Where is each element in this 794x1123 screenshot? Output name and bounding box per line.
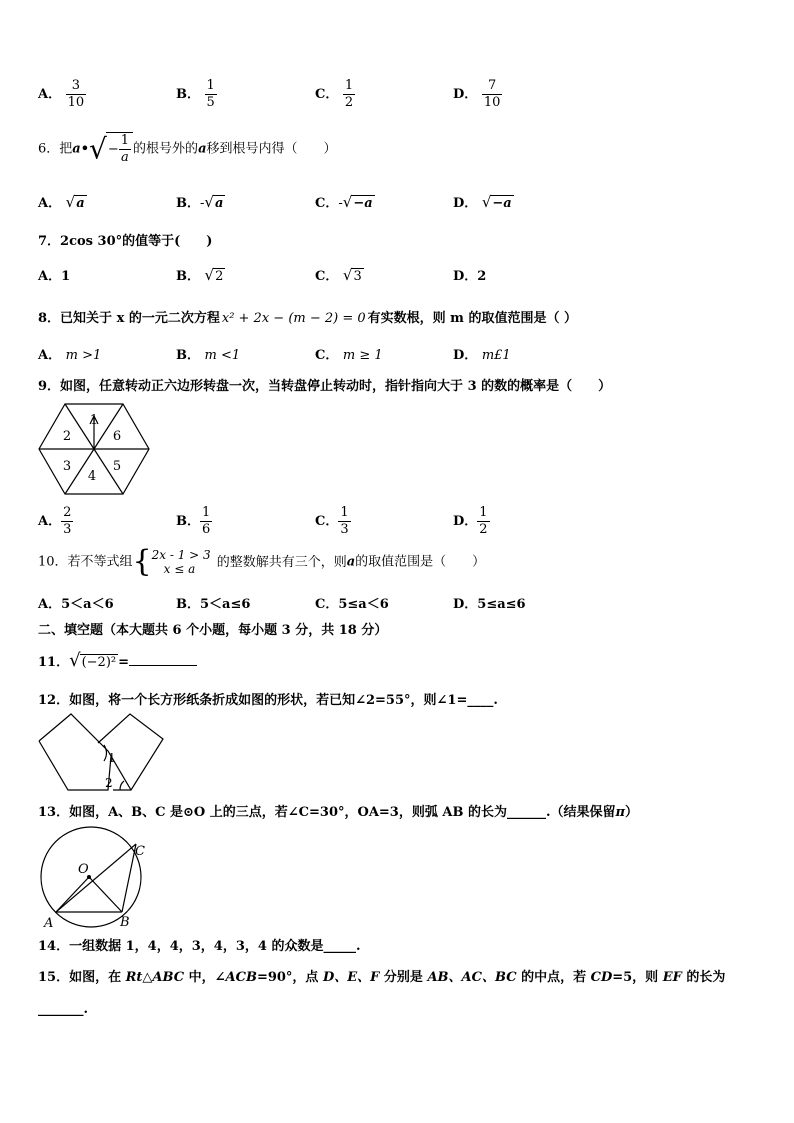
inequality-system: 2x - 1 > 3 x ≤ a xyxy=(151,548,211,576)
angle-2-arc xyxy=(120,781,124,790)
q8-option-b[interactable]: B． m <1 xyxy=(176,348,241,363)
point-label-c: C xyxy=(135,844,145,859)
q11-stem: 11．√(−2)² = xyxy=(38,650,197,671)
fraction: $\frac{1}{5}$ xyxy=(206,78,215,110)
radical-sign: √ xyxy=(69,650,81,671)
q9-option-c[interactable]: C． $\frac{1}{3}$ xyxy=(315,505,349,537)
sector-label: 2 xyxy=(62,429,72,444)
point-label-o: O xyxy=(78,862,89,877)
q9-option-b[interactable]: B． $\frac{1}{6}$ xyxy=(176,505,211,537)
q5-option-b[interactable]: B． $\frac{1}{5}$ xyxy=(176,78,215,110)
hexagon-spinner-figure xyxy=(36,400,152,498)
q6-option-b[interactable]: B．-√a xyxy=(176,193,224,211)
q6-option-a[interactable]: A． √a xyxy=(38,193,85,211)
q7-option-a[interactable]: A．1 xyxy=(38,269,71,284)
q9-option-a[interactable]: A． $\frac{2}{3}$ xyxy=(38,505,72,537)
q8-stem: 8．已知关于 x 的一元二次方程 x² + 2x − (m − 2) = 0 有实数根，则 m 的取值范围是（ ） xyxy=(38,311,577,326)
q7-stem: 7．2cos 30°的值等于( ) xyxy=(38,234,213,249)
fraction: $\frac{1}{2}$ xyxy=(344,78,354,110)
q15-stem: 15．如图，在 Rt△ABC 中，∠ACB=90°，点 D、E、F 分别是 AB、AC、BC 的中点，若 CD=5，则 EF 的长为 xyxy=(38,970,726,985)
q5-option-c[interactable]: C． $\frac{1}{2}$ xyxy=(315,78,354,110)
q10-option-d[interactable]: D．5≤a≤6 xyxy=(453,597,526,612)
q6-option-c[interactable]: C．-√−a xyxy=(315,193,373,211)
q7-option-b[interactable]: B． √2 xyxy=(176,266,224,284)
folded-strip-figure xyxy=(36,711,166,793)
radicand: (−2)² xyxy=(81,655,117,670)
sector-label: 3 xyxy=(62,459,72,474)
q8-equation: x² + 2x − (m − 2) = 0 xyxy=(221,311,366,326)
sector-label: 1 xyxy=(89,413,99,428)
q8-option-d[interactable]: D． m£1 xyxy=(453,348,511,363)
angle-2-label: 2 xyxy=(105,776,113,790)
q13-stem: 13．如图，A、B、C 是⊙O 上的三点，若∠C=30°，OA=3，则弧 AB 的长为______.（结果保留π） xyxy=(38,805,639,820)
radical-sign: √ xyxy=(89,132,107,166)
q10-stem: 10．若不等式组{ 2x - 1 > 3 x ≤ a 的整数解共有三个，则a的取值范围是（ ） xyxy=(38,544,486,579)
q6-option-d[interactable]: D． √−a xyxy=(453,193,512,211)
q5-option-d[interactable]: D． $\frac{7}{10}$ xyxy=(453,78,501,110)
radicand: − $\frac{1}{a}$ xyxy=(106,132,133,166)
fraction: $\frac{3}{10}$ xyxy=(67,78,85,110)
q14-stem: 14．一组数据 1，4，4，3，4，3，4 的众数是_____. xyxy=(38,939,361,954)
q10-option-b[interactable]: B．5＜a≤6 xyxy=(176,597,251,612)
angle-1-label: 1 xyxy=(108,751,116,765)
q9-option-d[interactable]: D． $\frac{1}{2}$ xyxy=(453,505,488,537)
q8-option-a[interactable]: A． m >1 xyxy=(38,348,102,363)
sector-label: 5 xyxy=(112,459,122,474)
q15-answer-blank[interactable]: _______. xyxy=(38,1002,89,1017)
q10-option-a[interactable]: A．5＜a＜6 xyxy=(38,597,114,612)
q9-stem: 9．如图，任意转动正六边形转盘一次，当转盘停止转动时，指针指向大于 3 的数的概率是（ ） xyxy=(38,379,612,394)
point-label-a: A xyxy=(44,916,54,931)
q7-option-d[interactable]: D．2 xyxy=(453,269,487,284)
sector-label: 4 xyxy=(87,469,97,484)
answer-blank[interactable] xyxy=(129,665,197,666)
sector-label: 6 xyxy=(112,429,122,444)
q10-option-c[interactable]: C．5≤a＜6 xyxy=(315,597,389,612)
fraction: $\frac{7}{10}$ xyxy=(483,78,501,110)
point-label-b: B xyxy=(120,915,130,930)
section-heading: 二、填空题（本大题共 6 个小题，每小题 3 分，共 18 分） xyxy=(38,623,388,638)
q12-stem: 12．如图，将一个长方形纸条折成如图的形状，若已知∠2=55°，则∠1=____. xyxy=(38,693,498,708)
circle-figure xyxy=(34,825,150,931)
brace: { xyxy=(132,544,152,579)
segment-ob xyxy=(89,877,122,912)
segment-oa xyxy=(56,877,89,912)
q7-option-c[interactable]: C． √3 xyxy=(315,266,362,284)
q8-option-c[interactable]: C． m ≥ 1 xyxy=(315,348,383,363)
q6-stem: 6．把a•√− $\frac{1}{a}$ 的根号外的a移到根号内得（ ） xyxy=(38,132,337,166)
strip-left-part xyxy=(39,714,111,790)
q5-option-a[interactable]: A． $\frac{3}{10}$ xyxy=(38,78,85,110)
